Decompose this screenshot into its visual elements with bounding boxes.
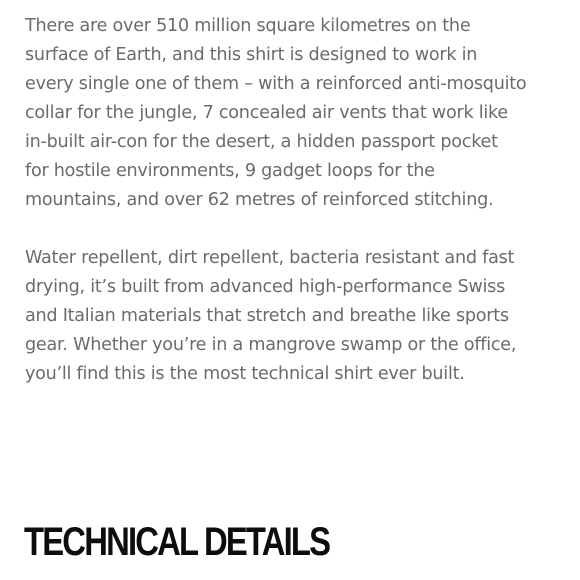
paragraph-line: every single one of them – with a reinforced anti-mosquito	[25, 74, 527, 94]
paragraph-line: drying, it’s built from advanced high-performance Swiss	[25, 277, 506, 297]
description-paragraph-1	[25, 12, 575, 215]
paragraph-line: surface of Earth, and this shirt is designed to work in	[25, 45, 478, 65]
paragraph-line: gear. Whether you’re in a mangrove swamp or the office,	[25, 335, 517, 355]
description-paragraph-2	[25, 244, 575, 389]
paragraph-line: Water repellent, dirt repellent, bacteria resistant and fast	[25, 248, 515, 268]
product-description	[25, 12, 575, 389]
paragraph-line: and Italian materials that stretch and breathe like sports	[25, 306, 509, 326]
paragraph-line: for hostile environments, 9 gadget loops for the	[25, 161, 435, 181]
paragraph-line: in-built air-con for the desert, a hidden passport pocket	[25, 132, 498, 152]
paragraph-line: collar for the jungle, 7 concealed air vents that work like	[25, 103, 508, 123]
paragraph-spacer	[25, 215, 575, 244]
paragraph-line: you’ll find this is the most technical shirt ever built.	[25, 364, 465, 384]
paragraph-line: There are over 510 million square kilometres on the	[25, 16, 471, 36]
section-heading-technical-details: TECHNICAL DETAILS	[24, 520, 330, 565]
paragraph-line: mountains, and over 62 metres of reinforced stitching.	[25, 190, 494, 210]
